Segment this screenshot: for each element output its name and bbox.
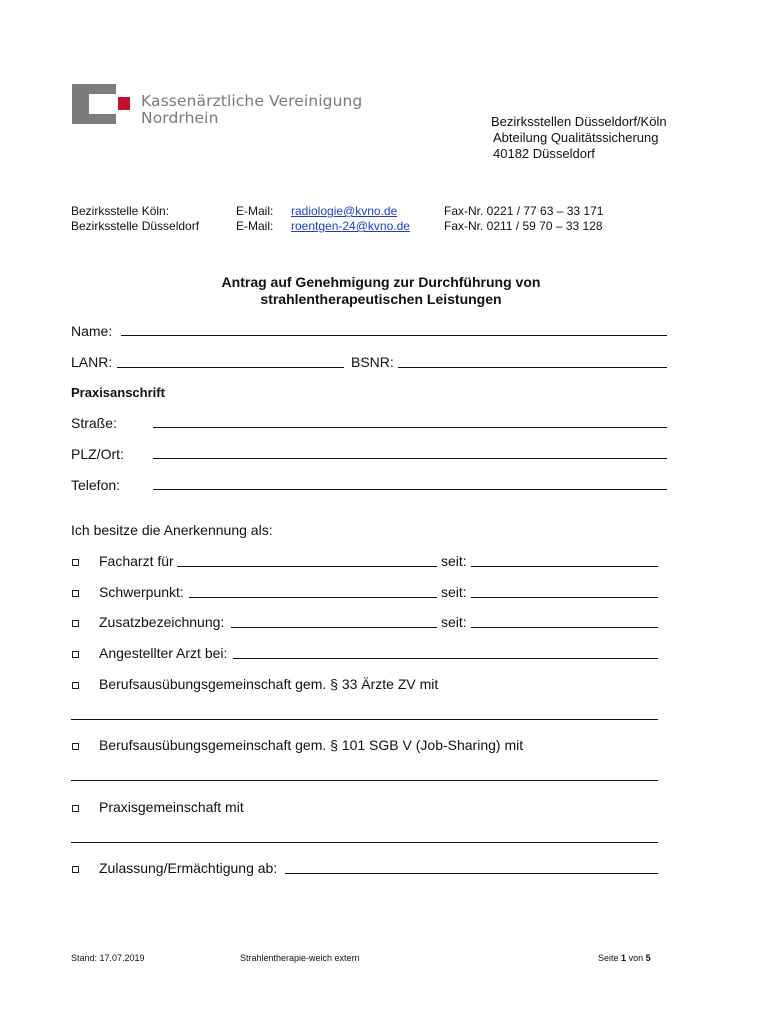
angestellt-label: Angestellter Arzt bei: bbox=[99, 645, 228, 661]
schwerpunkt-field[interactable] bbox=[189, 597, 437, 598]
facharzt-since-field[interactable] bbox=[471, 566, 658, 567]
schwerpunkt-label: Schwerpunkt: bbox=[99, 584, 184, 600]
logo-text bbox=[141, 93, 362, 127]
plz-label: PLZ/Ort: bbox=[71, 446, 124, 462]
schwerpunkt-checkbox[interactable] bbox=[72, 590, 79, 597]
schwerpunkt-since-label: seit: bbox=[441, 584, 467, 600]
fax-koeln: Fax-Nr. 0221 / 77 63 – 33 171 bbox=[444, 204, 604, 218]
zusatz-label: Zusatzbezeichnung: bbox=[99, 614, 225, 630]
phone-label: Telefon: bbox=[71, 477, 121, 493]
zulassung-checkbox[interactable] bbox=[72, 866, 79, 873]
email-link-koeln[interactable]: radiologie@kvno.de bbox=[291, 204, 398, 218]
schwerpunkt-since-field[interactable] bbox=[471, 597, 658, 598]
footer-page-prefix: Seite bbox=[598, 953, 619, 963]
street-field[interactable] bbox=[153, 427, 667, 428]
bsnr-field[interactable] bbox=[398, 367, 667, 368]
address-line-1: Bezirksstellen Düsseldorf/Köln bbox=[491, 114, 667, 129]
angestellt-checkbox[interactable] bbox=[72, 651, 79, 658]
footer-stand: Stand: 17.07.2019 bbox=[71, 953, 145, 963]
logo-line-1: Kassenärztliche Vereinigung bbox=[141, 92, 363, 110]
zusatz-since-label: seit: bbox=[441, 614, 467, 630]
name-label: Name: bbox=[71, 323, 113, 339]
praxisgemeinschaft-checkbox[interactable] bbox=[72, 805, 79, 812]
bag101-label: Berufsausübungsgemeinschaft gem. § 101 SGB V (Job-Sharing) mit bbox=[99, 737, 524, 753]
lanr-label: LANR: bbox=[71, 354, 113, 370]
praxisgemeinschaft-field[interactable] bbox=[71, 842, 658, 843]
footer-page-current: 1 bbox=[621, 953, 627, 963]
bsnr-label: BSNR: bbox=[351, 354, 394, 370]
bag33-checkbox[interactable] bbox=[72, 682, 79, 689]
address-line-3: 40182 Düsseldorf bbox=[493, 146, 595, 161]
facharzt-label: Facharzt für bbox=[99, 553, 174, 569]
bag33-field[interactable] bbox=[71, 719, 658, 720]
form-title-line-2: strahlentherapeutischen Leistungen bbox=[260, 291, 502, 307]
footer-page-mid: von bbox=[628, 953, 644, 963]
office-duesseldorf: Bezirksstelle Düsseldorf bbox=[71, 219, 200, 233]
email-label-koeln: E-Mail: bbox=[236, 204, 274, 218]
phone-field[interactable] bbox=[153, 489, 667, 490]
facharzt-checkbox[interactable] bbox=[72, 559, 79, 566]
footer-page-number bbox=[598, 953, 651, 964]
street-label: Straße: bbox=[71, 415, 117, 431]
logo-line-2: Nordrhein bbox=[141, 109, 219, 127]
footer-doc-name: Strahlentherapie-weich extern bbox=[240, 953, 360, 963]
zusatz-since-field[interactable] bbox=[471, 627, 658, 628]
email-link-duesseldorf[interactable]: roentgen-24@kvno.de bbox=[291, 219, 410, 233]
form-title-line-1: Antrag auf Genehmigung zur Durchführung von bbox=[221, 274, 541, 290]
address-line-2: Abteilung Qualitätssicherung bbox=[493, 130, 659, 145]
zulassung-field[interactable] bbox=[285, 873, 658, 874]
bag101-field[interactable] bbox=[71, 780, 658, 781]
name-field[interactable] bbox=[121, 335, 667, 336]
form-title bbox=[0, 274, 770, 308]
angestellt-field[interactable] bbox=[233, 658, 658, 659]
bag101-checkbox[interactable] bbox=[72, 743, 79, 750]
bag33-label: Berufsausübungsgemeinschaft gem. § 33 Ärzte ZV mit bbox=[99, 676, 439, 692]
practice-address-heading: Praxisanschrift bbox=[71, 385, 165, 400]
zulassung-label: Zulassung/Ermächtigung ab: bbox=[99, 860, 278, 876]
fax-duesseldorf: Fax-Nr. 0211 / 59 70 – 33 128 bbox=[444, 219, 603, 233]
recognition-intro: Ich besitze die Anerkennung als: bbox=[71, 522, 273, 538]
footer-page-total: 5 bbox=[645, 953, 651, 963]
facharzt-field[interactable] bbox=[177, 566, 437, 567]
office-koeln: Bezirksstelle Köln: bbox=[71, 204, 170, 218]
zusatz-field[interactable] bbox=[231, 627, 437, 628]
praxisgemeinschaft-label: Praxisgemeinschaft mit bbox=[99, 799, 244, 815]
kvno-logo-icon bbox=[72, 84, 132, 124]
email-label-duesseldorf: E-Mail: bbox=[236, 219, 274, 233]
facharzt-since-label: seit: bbox=[441, 553, 467, 569]
lanr-field[interactable] bbox=[117, 367, 344, 368]
zusatz-checkbox[interactable] bbox=[72, 620, 79, 627]
plz-field[interactable] bbox=[153, 458, 667, 459]
